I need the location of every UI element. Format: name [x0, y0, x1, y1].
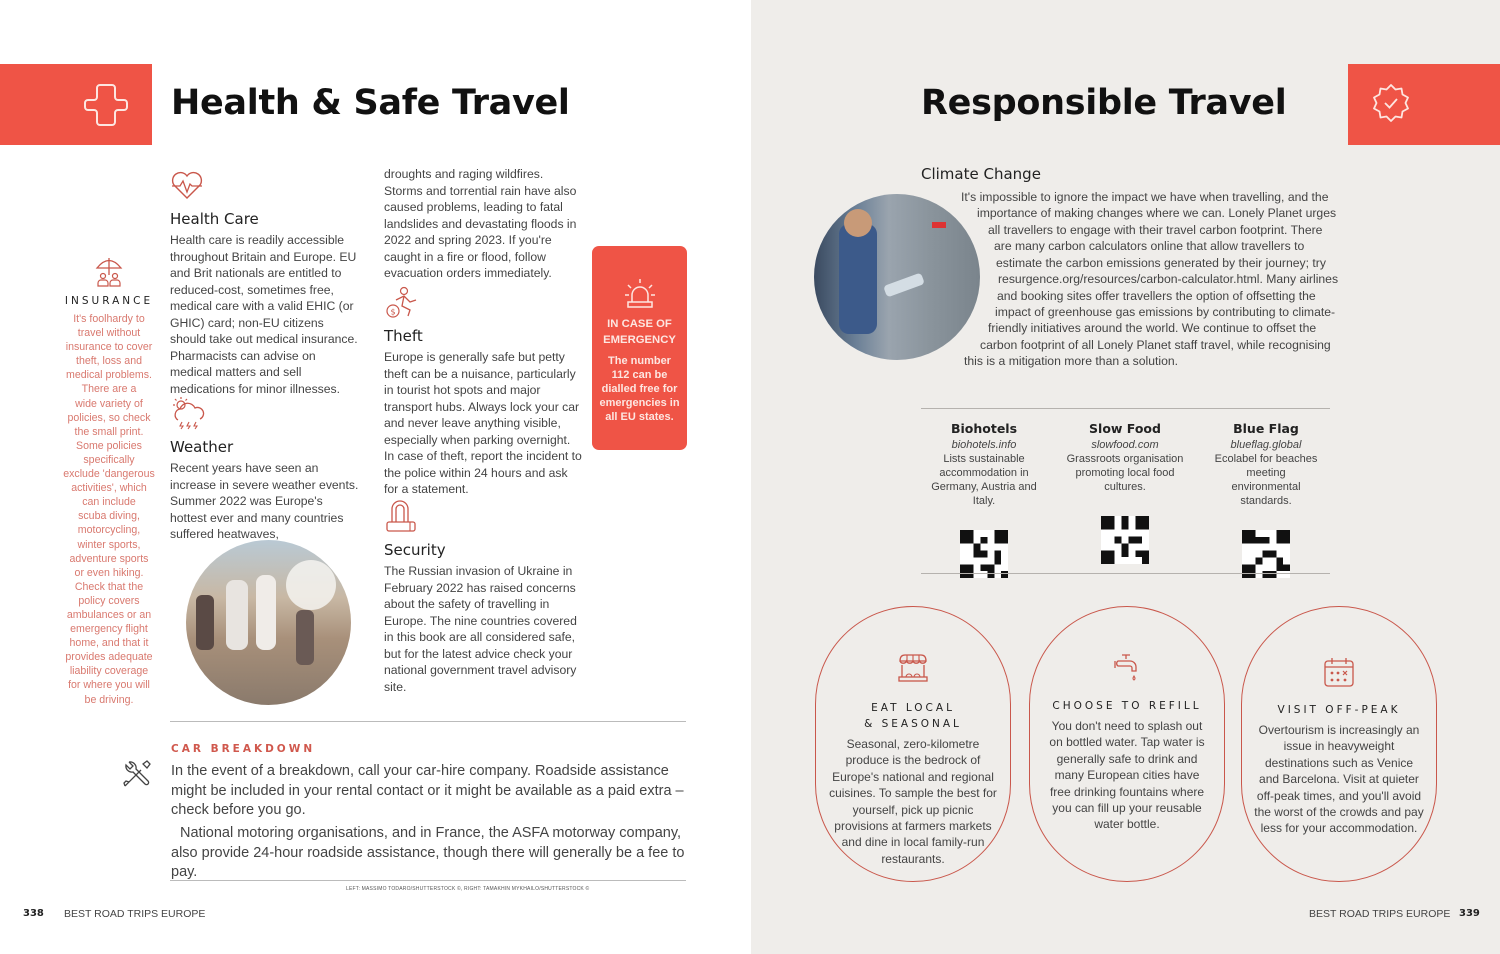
org-url[interactable]: biohotels.info	[951, 439, 1017, 451]
insurance-text-line: wide variety of	[75, 397, 143, 410]
insurance-text-line: Some policies	[76, 439, 142, 452]
insurance-text-line: can include	[82, 496, 136, 509]
org-url[interactable]: blueflag.global	[1230, 439, 1302, 451]
tip-text: You don't need to splash out on bottled water. Tap water is generally safe to drink and many European cities have free drinking fountains where you can fill up your reusable water bottle.	[1049, 719, 1205, 832]
insurance-sidebar	[60, 255, 158, 707]
insurance-text-line: specifically	[83, 453, 135, 466]
heart-pulse-icon	[170, 171, 204, 201]
verified-badge-icon	[1368, 82, 1414, 128]
insurance-text	[60, 312, 158, 707]
umbrella-people-icon	[94, 255, 124, 291]
security-heading: Security	[384, 541, 446, 559]
divider-line	[170, 721, 686, 722]
insurance-text-line: winter sports,	[77, 538, 141, 551]
book-title-right: BEST ROAD TRIPS EUROPE	[1309, 908, 1451, 920]
car-breakdown-label: CAR BREAKDOWN	[171, 743, 316, 755]
insurance-text-line: home, and that it	[69, 637, 149, 650]
insurance-text-line: motorcycling,	[77, 524, 141, 537]
title-banner-left	[0, 64, 152, 145]
street-crowd-photo	[186, 540, 351, 705]
thief-money-bag-icon	[384, 286, 420, 320]
divider-line-bottom	[170, 880, 686, 881]
tip-text: Overtourism is increasingly an issue in heavyweight destinations such as Venice and Barcelona. Visit at quieter off-peak times, and you'll avoid the worst of the crowds and pay less for your accommodation.	[1254, 723, 1424, 836]
padlock-icon	[384, 500, 418, 534]
weather-heading: Weather	[170, 438, 234, 456]
water-fountain-photo	[814, 194, 980, 360]
tip-choose-to-refill	[1029, 606, 1225, 882]
insurance-text-line: theft, loss and	[76, 355, 142, 368]
tip-title: EAT LOCAL & SEASONAL	[864, 702, 962, 730]
book-title-left: BEST ROAD TRIPS EUROPE	[64, 908, 206, 920]
insurance-text-line: ambulances or an	[66, 608, 152, 621]
qr-code-icon[interactable]	[1242, 530, 1290, 578]
water-tap-icon	[1110, 651, 1144, 685]
insurance-text-line: emergency flight	[70, 623, 148, 636]
health-care-heading: Health Care	[170, 210, 259, 228]
medical-cross-icon	[82, 81, 130, 129]
climate-change-heading: Climate Change	[921, 165, 1041, 183]
insurance-text-line: liability coverage	[69, 665, 149, 678]
insurance-text-line: scuba diving,	[78, 510, 140, 523]
theft-section	[384, 286, 582, 498]
health-care-section	[170, 171, 360, 397]
photo-credit: LEFT: MASSIMO TODARO/SHUTTERSTOCK ©, RIGHT: TAMAKHIN MYKHAILO/SHUTTERSTOCK ©	[346, 886, 590, 892]
svg-text:$: $	[390, 307, 396, 317]
market-stall-icon	[896, 651, 930, 685]
emergency-title: IN CASE OF EMERGENCY	[603, 318, 676, 346]
wrench-screwdriver-icon	[121, 758, 153, 790]
title-banner-right	[1348, 64, 1500, 145]
tip-title: VISIT OFF-PEAK	[1277, 704, 1401, 716]
weather-text-continued: droughts and raging wildfires. Storms and torrential rain have also caused problems, leading to fatal landslides and devastating floods in 2022 and spring 2023. If you're caught in a fire or flood, follow evacuation orders immediately.	[384, 167, 577, 280]
org-blue-flag: Blue Flag blueflag.global Ecolabel for beaches meeting environmental standards.	[1196, 421, 1336, 583]
tip-visit-off-peak	[1241, 606, 1437, 882]
tip-text: Seasonal, zero-kilometre produce is the bedrock of Europe's national and regional cuisines. To sample the best for yourself, pick up picnic provisions at farmers markets and dine in local family-run restaurants.	[829, 737, 997, 866]
calendar-icon	[1322, 655, 1356, 689]
weather-text: Recent years have seen an increase in severe weather events. Summer 2022 was Europe's hottest ever and many countries suffered heatwaves,	[170, 461, 359, 541]
org-biohotels: Biohotels biohotels.info Lists sustainable accommodation in Germany, Austria and Italy.	[914, 421, 1054, 583]
org-slow-food: Slow Food slowfood.com Grassroots organisation promoting local food cultures.	[1055, 421, 1195, 569]
insurance-text-line: provides adequate	[65, 651, 153, 664]
insurance-text-line: policy covers	[78, 594, 140, 607]
insurance-text-line: activities', which	[71, 482, 147, 495]
page-number-right: 339	[1459, 908, 1480, 919]
theft-heading: Theft	[384, 327, 423, 345]
insurance-text-line: insurance to cover	[65, 341, 153, 354]
tip-eat-local	[815, 606, 1011, 882]
weather-section	[170, 396, 362, 543]
divider-line-orgs-top	[921, 408, 1330, 409]
divider-line-orgs-bottom	[921, 573, 1330, 574]
security-section	[384, 500, 582, 695]
car-breakdown-para1: In the event of a breakdown, call your car-hire company. Roadside assistance might be included in your rental contact or it might be available as a paid extra – check before you go.	[171, 763, 684, 818]
health-care-text: Health care is readily accessible throughout Britain and Europe. EU and Brit nationals are entitled to reduced-cost, sometimes free, medical care with a valid EHIC (or GHIC) card; non-EU citizens should take out medical insurance. Pharmacists can advise on medical matters and sell medications for minor illnesses.	[170, 233, 358, 396]
page-title: Health & Safe Travel	[171, 83, 570, 123]
siren-alarm-icon	[622, 276, 658, 310]
tip-title: CHOOSE TO REFILL	[1052, 700, 1202, 712]
insurance-text-line: policies, so check	[67, 411, 151, 424]
insurance-text-line: exclude 'dangerous	[63, 468, 155, 481]
car-breakdown-para2: National motoring organisations, and in France, the ASFA motorway company, also provide 24-hour roadside assistance, though there will generally be a fee to pay.	[171, 825, 685, 880]
theft-text: Europe is generally safe but petty theft can be a nuisance, particularly in tourist hot spots and major transport hubs. Always lock your car and never leave anything visible, especially when parking overnight. In case of theft, report the incident to the police within 24 hours and ask for a statement.	[384, 350, 582, 496]
qr-code-icon[interactable]	[960, 530, 1008, 578]
page-number-left: 338	[23, 908, 44, 919]
insurance-label: INSURANCE	[64, 295, 154, 307]
emergency-box	[592, 246, 687, 450]
page-title-right: Responsible Travel	[921, 83, 1287, 123]
insurance-text-line: It's foolhardy to	[73, 313, 145, 325]
insurance-text-line: for where you will	[68, 679, 150, 692]
storm-cloud-icon	[170, 396, 206, 430]
org-url[interactable]: slowfood.com	[1091, 439, 1159, 451]
insurance-text-line: medical problems.	[66, 369, 152, 382]
insurance-text-line: travel without	[77, 327, 141, 340]
insurance-text-line: adventure sports	[69, 552, 149, 565]
insurance-text-line: be driving.	[84, 693, 134, 706]
insurance-text-line: the small print.	[74, 425, 144, 438]
right-page: Responsible Travel Climate Change It's impossible to ignore the impact we have when travelling, and the importance of making changes where we can. Lonely Planet urges all travellers to engage with their travel carbon footprint. There are many carbon calculators online that allow travellers to estimate the carbon emissions generated by their journey; try resurgence.org/resources/carbon-calculator.html. Many airlines and booking sites offer travellers the option of offsetting the impact of greenhouse gas emissions by contributing to climate- friendly initiatives around the world. We continue to offset the carbon footprint of all Lonely Planet staff travel, while recognising this is a mitigation more than a solution. Biohotels biohotels.info Lists sustainable accommodation in Germany, Austria and Italy. Slow Food slowfood.com Grassroots organisation promoting local food cultures. Blue Flag blueflag.global Ecolabel for beaches meeting environmental standards. EAT LOCAL & SEASONAL Seasonal, zero-kilometre produce is the bedrock of Europe's national and regional cuisines. To sample the best for yourself, pick up picnic provisions at farmers markets and dine in local family-run restaurants. CHOOSE TO REFILL You don't need to splash out on bottled water. Tap water is generally safe to drink and many European cities have free drinking fountains where you can fill up your reusable water bottle. VISIT OFF-PEAK Overtourism is increasingly an issue in heavyweight destinations such as Venice and Barcelona. Visit at quieter off-peak times, and you'll avoid the worst of the crowds and pay less for your accommodation. BEST ROAD TRIPS EUROPE 339	[751, 0, 1500, 954]
insurance-text-line: There are a	[81, 383, 137, 396]
qr-code-icon[interactable]	[1101, 516, 1149, 564]
emergency-text: The number 112 can be dialled free for emergencies in all EU states.	[599, 355, 680, 423]
insurance-text-line: Check that the	[74, 580, 144, 593]
security-text: The Russian invasion of Ukraine in February 2022 has raised concerns about the safety of travelling in Europe. The nine countries covered in this book are all considered safe, but for the latest advice check your national government travel advisory site.	[384, 564, 577, 694]
insurance-text-line: or even hiking.	[74, 566, 144, 579]
